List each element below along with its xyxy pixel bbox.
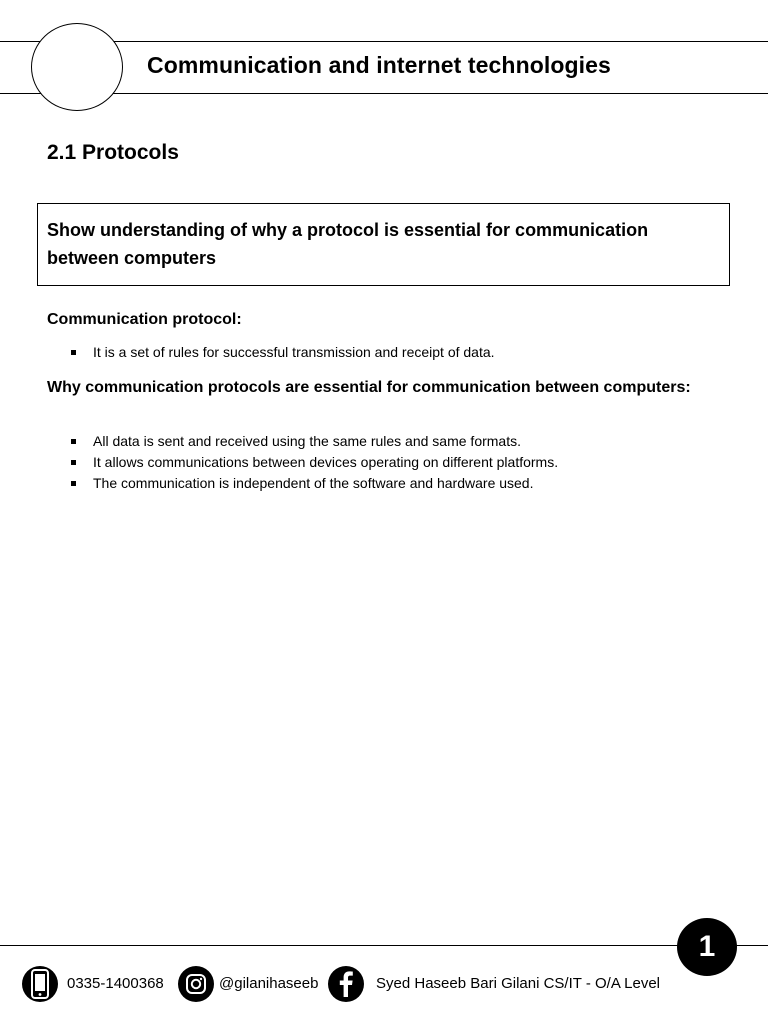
reasons-heading: Why communication protocols are essential for communication between computers: [47, 379, 691, 396]
reasons-list [70, 431, 558, 494]
section-title: 2.1 Protocols [47, 141, 179, 164]
phone-icon [22, 966, 58, 1002]
bullet-square-icon [71, 460, 76, 465]
page-number-badge: 1 [677, 918, 737, 976]
footer-rule [0, 945, 768, 946]
definition-heading: Communication protocol: [47, 311, 242, 328]
bullet-square-icon [71, 481, 76, 486]
learning-objective-box [37, 203, 730, 286]
header-bottom-rule [0, 93, 768, 94]
header-circle [31, 23, 123, 111]
footer-phone: 0335-1400368 [67, 975, 164, 992]
definition-list [70, 342, 495, 363]
list-item: It allows communications between devices operating on different platforms. [70, 452, 558, 473]
footer-author: Syed Haseeb Bari Gilani CS/IT - O/A Level [376, 975, 661, 992]
bullet-square-icon [71, 350, 76, 355]
bullet-square-icon [71, 439, 76, 444]
list-item: All data is sent and received using the same rules and same formats. [70, 431, 558, 452]
footer-instagram-handle: @gilanihaseeb [219, 975, 319, 992]
facebook-icon [328, 966, 364, 1002]
list-item: The communication is independent of the software and hardware used. [70, 473, 558, 494]
instagram-icon [178, 966, 214, 1002]
list-item: It is a set of rules for successful transmission and receipt of data. [70, 342, 495, 363]
learning-objective-text: Show understanding of why a protocol is essential for communication between computers [47, 220, 649, 268]
chapter-title: Communication and internet technologies [147, 52, 611, 78]
